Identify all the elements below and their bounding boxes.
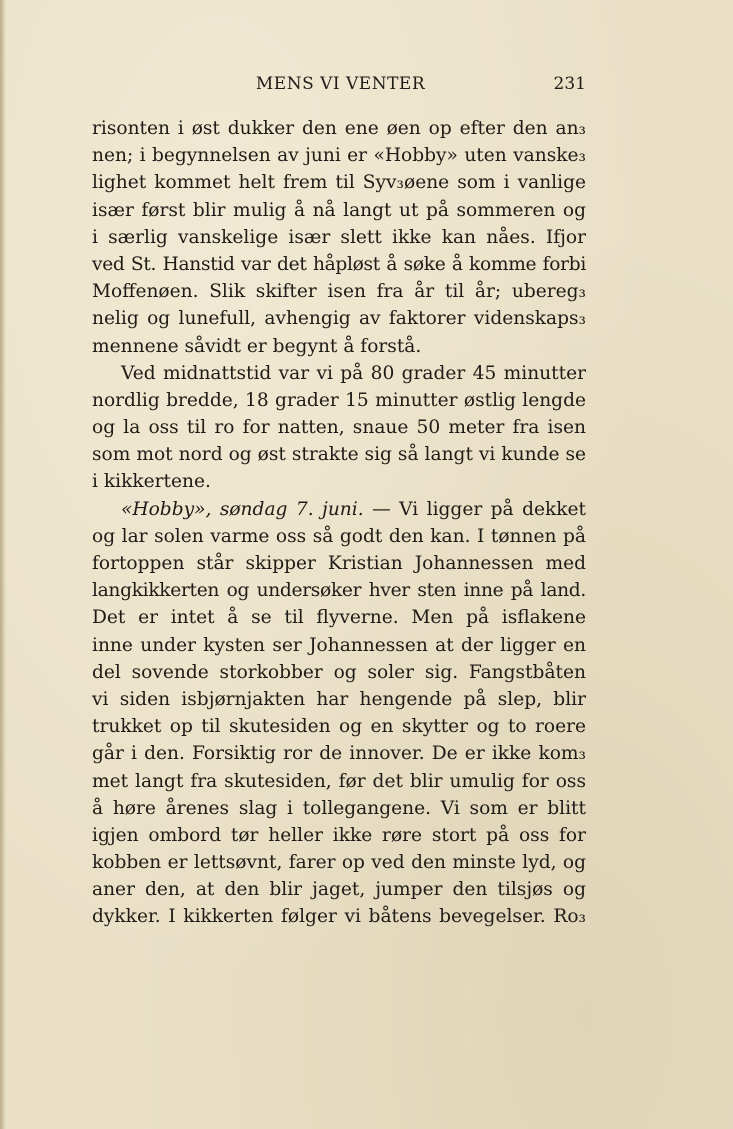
text-line: Ved midnattstid var vi på 80 grader 45 minutter	[121, 362, 586, 384]
text-line: igjen ombord tør heller ikke røre stort på oss for	[92, 824, 586, 846]
text-line: met langt fra skutesiden, før det blir umulig for oss	[92, 770, 586, 792]
text-line: nelig og lunefull, avhengig av faktorer videnskaps₃	[92, 308, 586, 330]
text-line: og lar solen varme oss så godt den kan. I tønnen på	[92, 525, 586, 547]
text-line: Moffenøen. Slik skifter isen fra år til år; ubereg₃	[92, 281, 586, 303]
text-line: ved St. Hanstid var det håpløst å søke å komme forbi	[92, 253, 586, 275]
text-line: Det er intet å se til flyverne. Men på isflakene	[92, 607, 586, 629]
text-line-diary-entry	[92, 496, 586, 523]
text-line: fortoppen står skipper Kristian Johannessen med	[92, 553, 586, 574]
text-line: risonten i øst dukker den ene øen op efter den an₃	[92, 118, 586, 139]
text-line: nordlig bredde, 18 grader 15 minutter østlig lengde	[92, 389, 586, 411]
text-line: nen; i begynnelsen av juni er «Hobby» uten vanske₃	[92, 145, 586, 167]
body-text	[92, 115, 586, 931]
text-line: især først blir mulig å nå langt ut på sommeren og	[92, 199, 586, 221]
text-line: i særlig vanskelige især slett ikke kan nåes. Ifjor	[92, 226, 586, 248]
text-line: går i den. Forsiktig ror de innover. De er ikke kom₃	[92, 743, 586, 765]
text-line: lighet kommet helt frem til Syv₃øene som i vanlige	[92, 172, 586, 194]
text-line: langkikkerten og undersøker hver sten inne på land.	[92, 580, 586, 602]
running-head: MENS VI VENTER	[255, 74, 426, 94]
text-line: kobben er lettsøvnt, farer op ved den minste lyd, og	[92, 852, 586, 874]
diary-entry-text: — Vi ligger på dekket	[372, 498, 587, 520]
text-line: i kikkertene.	[92, 471, 211, 493]
text-line: inne under kysten ser Johannessen at der ligger en	[92, 634, 586, 656]
page-header	[0, 74, 733, 98]
diary-entry-heading: «Hobby», søndag 7. juni.	[121, 498, 364, 520]
text-line: å høre årenes slag i tollegangene. Vi som er blitt	[92, 797, 586, 819]
text-line: aner den, at den blir jaget, jumper den tilsjøs og	[92, 879, 586, 901]
text-line: trukket op til skutesiden og en skytter og to roere	[92, 716, 586, 738]
page-edge-shadow	[0, 0, 6, 1129]
text-line: dykker. I kikkerten følger vi båtens bevegelser. Ro₃	[92, 906, 586, 928]
text-line: mennene såvidt er begynt å forstå.	[92, 335, 422, 357]
text-line: og la oss til ro for natten, snaue 50 meter fra isen	[92, 417, 586, 439]
text-line: vi siden isbjørnjakten har hengende på slep, blir	[92, 688, 586, 710]
text-line: som mot nord og øst strakte sig så langt vi kunde se	[92, 444, 586, 466]
page-number: 231	[553, 74, 586, 94]
text-line: del sovende storkobber og soler sig. Fangstbåten	[92, 661, 586, 683]
